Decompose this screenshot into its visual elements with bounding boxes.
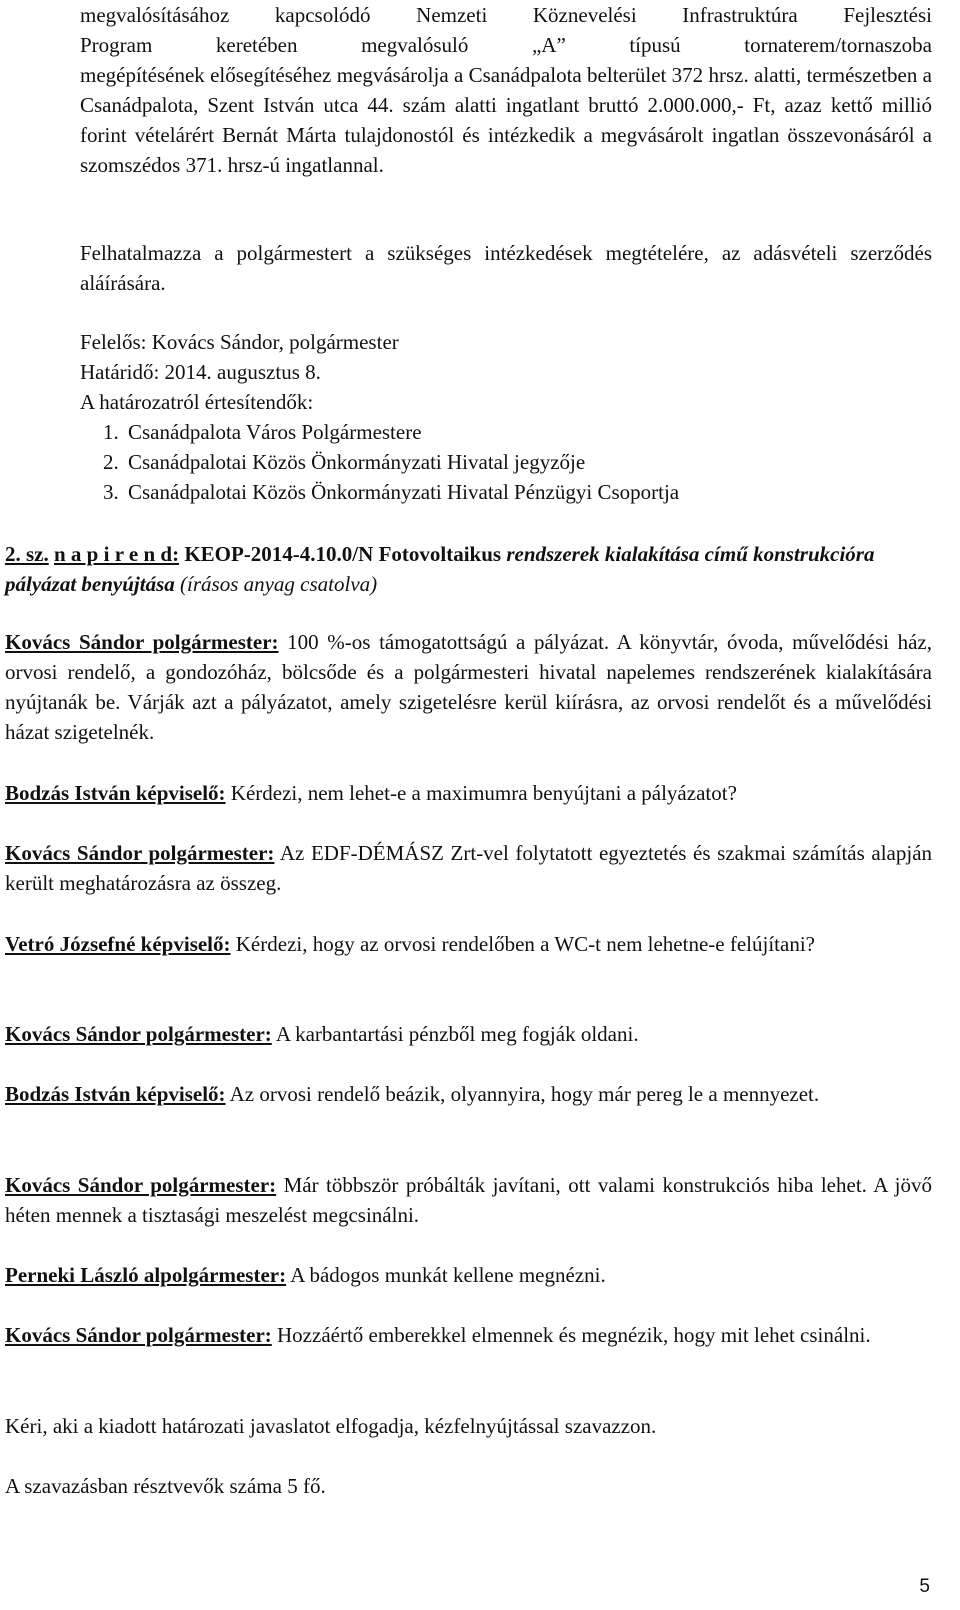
- notify-item: 2. Csanádpalotai Közös Önkormányzati Hivatal jegyzője: [124, 447, 932, 477]
- speaker-name: Kovács Sándor polgármester:: [5, 1173, 277, 1197]
- agenda-heading: [5, 539, 932, 599]
- speaker-name: Perneki László alpolgármester:: [5, 1263, 287, 1287]
- agenda-label: n a p i r e n d:: [54, 542, 180, 566]
- dialogue-entry: [5, 1170, 932, 1230]
- dialogue-entry: [5, 1019, 932, 1049]
- deadline-line: Határidő: 2014. augusztus 8.: [80, 360, 321, 384]
- speaker-name: Bodzás István képviselő:: [5, 781, 226, 805]
- speech-text: Hozzáértő emberekkel elmennek és megnézik, hogy mit lehet csinálni.: [277, 1323, 871, 1347]
- authorize-text: Felhatalmazza a polgármestert a szükséges intézkedések megtételére, az adásvételi szerződés aláírására.: [80, 241, 932, 295]
- dialogue-entry: [5, 1079, 932, 1109]
- intro-line-1: megvalósításához kapcsolódó Nemzeti Köznevelési Infrastruktúra Fejlesztési: [80, 3, 932, 27]
- intro-line-2: Program keretében megvalósuló „A” típusú tornaterem/tornaszoba: [80, 33, 932, 57]
- speaker-name: Kovács Sándor polgármester:: [5, 1022, 272, 1046]
- page-number: 5: [919, 1576, 930, 1597]
- speech-text: Kérdezi, hogy az orvosi rendelőben a WC-t nem lehetne-e felújítani?: [235, 932, 815, 956]
- agenda-note: (írásos anyag csatolva): [180, 572, 378, 596]
- vote-count-paragraph: [5, 1471, 932, 1501]
- speech-text: Az EDF-DÉMÁSZ Zrt-vel folytatott egyeztetés és szakmai számítás alapján került meghatározásra az összeg.: [5, 841, 933, 895]
- speaker-name: Vetró Józsefné képviselő:: [5, 932, 231, 956]
- notify-label: A határozatról értesítendők:: [80, 390, 314, 414]
- dialogue-entry: [5, 627, 932, 747]
- authorize-paragraph: [80, 238, 932, 298]
- speaker-name: Kovács Sándor polgármester:: [5, 1323, 272, 1347]
- speaker-name: Bodzás István képviselő:: [5, 1082, 226, 1106]
- speech-text: Az orvosi rendelő beázik, olyannyira, hogy már pereg le a mennyezet.: [229, 1082, 820, 1106]
- dialogue-entry: [5, 929, 932, 959]
- agenda-title-bold: Fotovoltaikus: [378, 542, 502, 566]
- speech-text: A karbantartási pénzből meg fogják oldani.: [275, 1022, 639, 1046]
- speech-text: Már többször próbálták javítani, ott valami konstrukciós hiba lehet. A jövő héten mennek a tisztasági meszelést megcsinálni.: [5, 1173, 932, 1227]
- notify-item: 1. Csanádpalota Város Polgármestere: [124, 417, 932, 447]
- vote-request-paragraph: [5, 1411, 932, 1441]
- agenda-code: KEOP-2014-4.10.0/N: [184, 542, 374, 566]
- agenda-title-italic: rendszerek kialakítása című konstrukcióra pályázat benyújtása: [5, 542, 875, 596]
- resolution-details: [80, 327, 932, 507]
- vote-request: Kéri, aki a kiadott határozati javaslatot elfogadja, kézfelnyújtással szavazzon.: [5, 1414, 657, 1438]
- intro-rest: megépítésének elősegítéséhez megvásárolja a Csanádpalota belterület 372 hrsz. alatti, természetben a Csanádpalota, Szent István utca 44. szám alatti ingatlant bruttó 2.000.000,- Ft, azaz kettő millió forint vételárért Bernát Márta tulajdonostól és intézkedik a megvásárolt ingatlan összevonásáról a szomszédos 371. hrsz-ú ingatlannal.: [80, 63, 932, 177]
- speaker-name: Kovács Sándor polgármester:: [5, 630, 279, 654]
- speech-text: 100 %-os támogatottságú a pályázat. A könyvtár, óvoda, művelődési ház, orvosi rendelő, a gondozóház, bölcsőde és a polgármesteri hivatal napelemes rendszerének kialakítására nyújtanák be. Várják azt a pályázatot, amely szigetelésre kerül kiírásra, az orvosi rendelőt és a művelődési házat szigetelnék.: [5, 630, 932, 744]
- dialogue-entry: [5, 778, 932, 808]
- intro-paragraph: [80, 0, 932, 180]
- notify-item: 3. Csanádpalotai Közös Önkormányzati Hivatal Pénzügyi Csoportja: [124, 477, 932, 507]
- notify-list: [80, 417, 932, 507]
- dialogue-entry: [5, 838, 932, 898]
- responsible-line: Felelős: Kovács Sándor, polgármester: [80, 330, 399, 354]
- agenda-number: 2. sz.: [5, 542, 49, 566]
- vote-count: A szavazásban résztvevők száma 5 fő.: [5, 1474, 326, 1498]
- dialogue-entry: [5, 1260, 932, 1290]
- dialogue-entry: [5, 1320, 932, 1350]
- speech-text: A bádogos munkát kellene megnézni.: [290, 1263, 606, 1287]
- speech-text: Kérdezi, nem lehet-e a maximumra benyújtani a pályázatot?: [230, 781, 737, 805]
- speaker-name: Kovács Sándor polgármester:: [5, 841, 275, 865]
